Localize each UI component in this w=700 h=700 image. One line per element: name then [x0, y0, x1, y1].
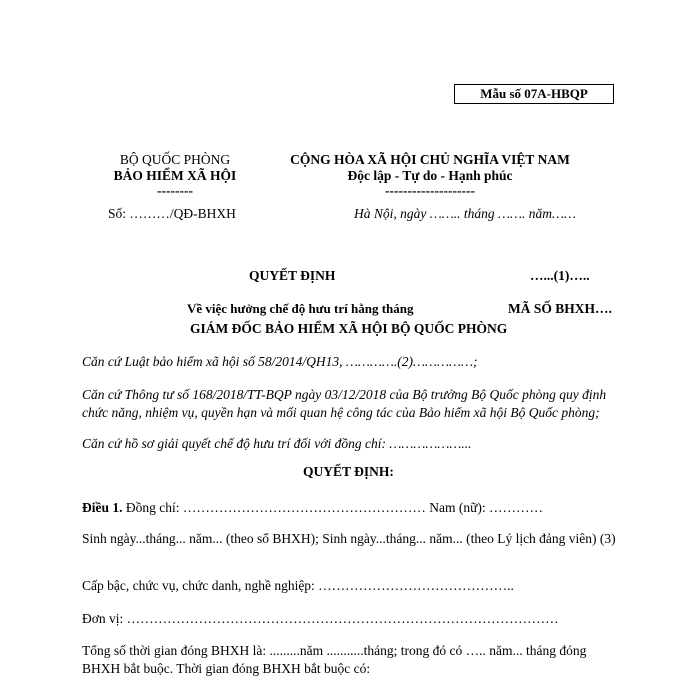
place-date: Hà Nội, ngày …….. tháng ……. năm…… — [354, 206, 577, 221]
right-header — [270, 152, 590, 198]
social-insurance-code: MÃ SỐ BHXH…. — [508, 301, 612, 316]
decision-subject: Về việc hưởng chế độ hưu trí hằng tháng — [187, 301, 414, 316]
national-motto: Độc lập - Tự do - Hạnh phúc — [347, 168, 513, 183]
document-number: Số: ………/QĐ-BHXH — [108, 206, 236, 221]
agency-name: BẢO HIỂM XÃ HỘI — [113, 168, 237, 183]
legal-basis-3: Căn cứ hồ sơ giải quyết chế độ hưu trí đối với đồng chí: ………………... — [82, 436, 472, 451]
article-1-text: Đồng chí: ……………………………………………… Nam (nữ): ………… — [122, 500, 544, 515]
article-1 — [82, 500, 543, 516]
birth-line: Sinh ngày...tháng... năm... (theo sổ BHXH); Sinh ngày...tháng... năm... (theo Lý lịch đảng viên) (3) — [82, 531, 616, 546]
form-code: Mẫu số 07A-HBQP — [480, 86, 588, 101]
form-code-box — [454, 84, 614, 104]
unit-line: Đơn vị: …………………………………………………………………………………… — [82, 611, 559, 626]
decision-title: QUYẾT ĐỊNH — [249, 268, 336, 283]
country-name: CỘNG HÒA XÃ HỘI CHỦ NGHĨA VIỆT NAM — [290, 152, 570, 167]
left-header — [95, 152, 255, 198]
right-header-rule: -------------------- — [385, 183, 475, 198]
contribution-total-line: Tổng số thời gian đóng BHXH là: .........năm ...........tháng; trong đó có ….. năm... tháng đóng BHXH bắt buộc. Thời gian đóng BHXH bắt buộc có: — [82, 643, 587, 676]
ministry-name: BỘ QUỐC PHÒNG — [119, 152, 231, 167]
legal-basis-1: Căn cứ Luật bảo hiểm xã hội số 58/2014/QH13, ………….(2)……………; — [82, 354, 478, 369]
rank-line: Cấp bậc, chức vụ, chức danh, nghề nghiệp: …………………………………….. — [82, 578, 514, 593]
issuing-authority: GIÁM ĐỐC BẢO HIỂM XÃ HỘI BỘ QUỐC PHÒNG — [190, 321, 508, 336]
article-1-label: Điều 1. — [82, 500, 123, 515]
legal-basis-2: Căn cứ Thông tư số 168/2018/TT-BQP ngày 03/12/2018 của Bộ trưởng Bộ Quốc phòng quy định chức năng, nhiệm vụ, quyền hạn và mối quan hệ công tác của Bảo hiểm xã hội Bộ Quốc phòng; — [82, 387, 607, 420]
decides-heading: QUYẾT ĐỊNH: — [303, 464, 394, 479]
decision-ref: …...(1)….. — [530, 268, 590, 283]
left-header-rule: -------- — [157, 183, 193, 198]
